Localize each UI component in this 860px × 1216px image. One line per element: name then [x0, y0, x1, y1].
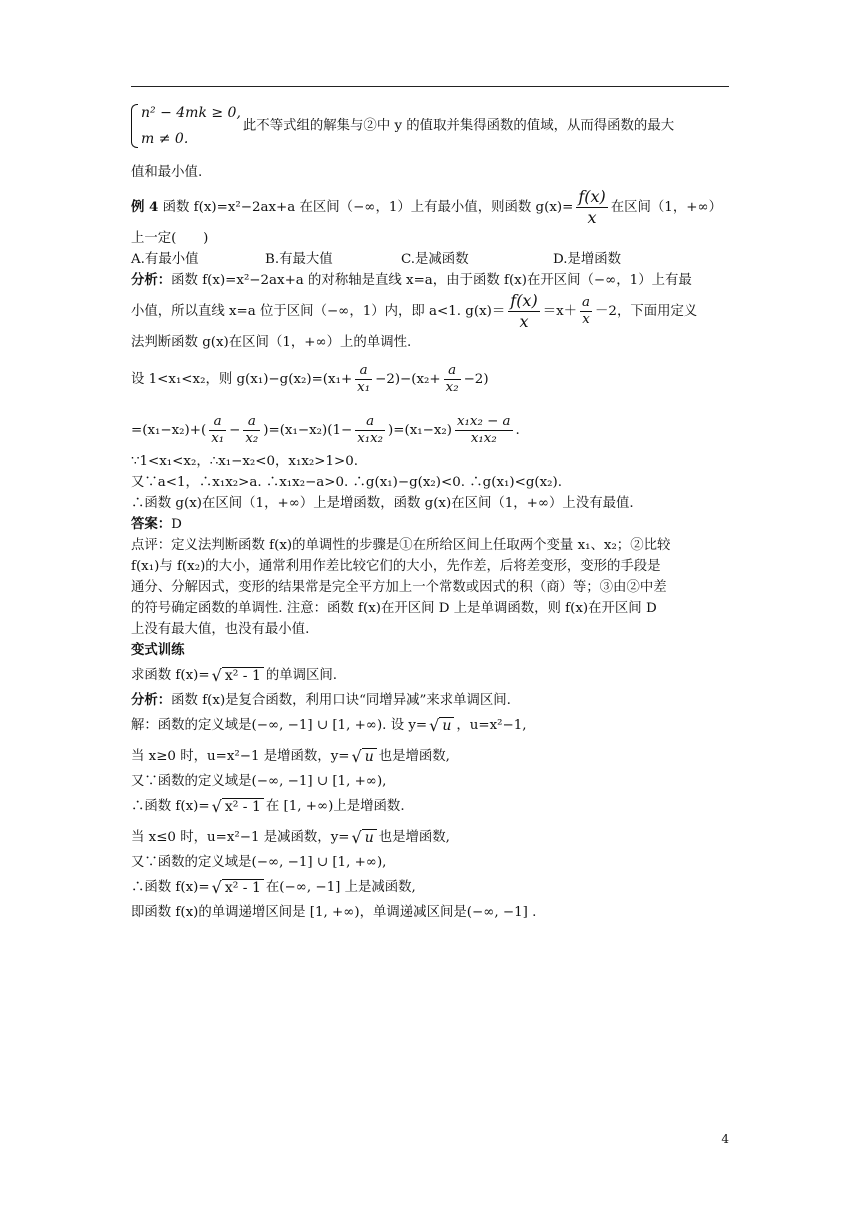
answer-line: [131, 514, 729, 535]
option-b: B.有最大值: [265, 252, 333, 267]
fraction-numerator: a: [444, 363, 461, 380]
radical-sign: √: [211, 665, 222, 685]
fraction-numerator: f(x): [578, 187, 606, 206]
radicand: x² - 1: [222, 667, 264, 685]
answer-value: D: [171, 517, 182, 532]
radicand: u: [439, 717, 454, 735]
analysis-line-1: [131, 270, 729, 291]
g-fraction: [508, 291, 539, 332]
eq-minus: −: [229, 423, 241, 438]
example4-line: [131, 187, 729, 228]
fraction-denominator: x₂: [245, 431, 259, 446]
case1-line: [131, 746, 729, 767]
set-fraction-2: [444, 363, 461, 396]
radicand: x² - 1: [222, 879, 264, 897]
comment-line-3: 通分、分解因式，变形的结果常是完全平方加上一个常数或因式的积（商）等；③由②中差: [131, 580, 667, 595]
option-c: C.是减函数: [401, 252, 469, 267]
case1-result: [131, 796, 729, 817]
eq-text-a: =(x₁−x₂)+(: [131, 423, 207, 438]
comment-line-2: f(x₁)与 f(x₂)的大小，通常利用作差比较它们的大小，先作差，后将差变形，变形的手段是: [131, 559, 661, 574]
variant-analysis: [131, 690, 729, 711]
radicand: u: [362, 748, 377, 766]
system-row-2: m ≠ 0.: [141, 131, 189, 147]
radical-sign: √: [351, 827, 362, 847]
final-line: 即函数 f(x)的单调递增区间是 [1, +∞)，单调递减区间是(−∞, −1] .: [131, 905, 537, 920]
set-text-c: −2): [463, 372, 489, 387]
variant-analysis-label: 分析：: [131, 692, 172, 708]
intro-text-1: 此不等式组的解集与②中 y 的值取并集得函数的值域，从而得函数的最大: [242, 118, 675, 134]
fraction-numerator: f(x): [510, 291, 538, 310]
eq-fraction-2: [243, 414, 260, 447]
case2-result-a: ∴函数 f(x)=: [131, 880, 210, 895]
example4-fraction: [576, 187, 607, 228]
fraction-denominator: x: [519, 312, 529, 331]
variant-question: [131, 665, 729, 686]
fraction-denominator: x: [587, 208, 597, 227]
case2-text-b: 也是增函数,: [378, 830, 450, 845]
radical-sign: √: [429, 715, 440, 735]
radical-sign: √: [211, 796, 222, 816]
case1-result-a: ∴函数 f(x)=: [131, 799, 210, 814]
radical-sign: √: [211, 877, 222, 897]
set-fraction-1: [355, 363, 372, 396]
fraction-denominator: x₁: [357, 380, 371, 395]
option-d: D.是增函数: [553, 252, 622, 267]
fraction-denominator: x: [582, 312, 590, 327]
radicand: x² - 1: [222, 798, 264, 816]
eq-fraction-1: [209, 414, 226, 447]
intro-line: [131, 100, 729, 152]
conclusion-line: ∴函数 g(x)在区间（1，+∞）上是增函数，函数 g(x)在区间（1，+∞）上没有最值.: [131, 496, 634, 511]
comment-line-4: 的符号确定函数的单调性. 注意：函数 f(x)在开区间 D 上是单调函数，则 f(x)在开区间 D: [131, 601, 657, 616]
comment-line-5: 上没有最大值，也没有最小值.: [131, 622, 310, 637]
analysis-text-2c: －2，下面用定义: [595, 304, 698, 319]
solution-text-b: ，u=x²−1,: [456, 718, 527, 733]
case1-result-b: 在 [1, +∞)上是增函数.: [265, 799, 405, 814]
header-rule: [131, 86, 729, 87]
fraction-numerator: x₁x₂ − a: [456, 414, 511, 429]
option-a: A.有最小值: [131, 252, 199, 267]
comment-line-1: 点评：定义法判断函数 f(x)的单调性的步骤是①在所给区间上任取两个变量 x₁、x₂；②比较: [131, 538, 671, 553]
because-line-1: ∵1<x₁<x₂，∴x₁−x₂<0，x₁x₂>1>0.: [131, 454, 358, 469]
sqrt-expression: [212, 879, 264, 897]
eq-text-b: )=(x₁−x₂)(1−: [263, 423, 353, 438]
answer-label: 答案：: [131, 516, 172, 532]
page-content: [131, 100, 729, 923]
set-text-a: 设 1<x₁<x₂，则 g(x₁)−g(x₂)=(x₁+: [131, 372, 353, 387]
eq-fraction-3: [355, 414, 385, 447]
variant-heading: 变式训练: [131, 642, 185, 658]
eq-fraction-4: [455, 414, 513, 447]
sqrt-u: [429, 717, 454, 735]
question-text-a: 求函数 f(x)=: [131, 668, 210, 683]
fraction-numerator: a: [243, 414, 260, 431]
analysis-line-2: [131, 291, 729, 332]
analysis-text-2a: 小值，所以直线 x=a 位于区间（−∞，1）内，即 a<1. g(x)＝: [131, 304, 506, 319]
case1-domain: 又∵函数的定义域是(−∞, −1] ∪ [1, +∞),: [131, 774, 387, 789]
variant-analysis-text: 函数 f(x)是复合函数，利用口诀“同增异减”来求单调区间.: [171, 693, 511, 708]
fraction-denominator: x₂: [445, 380, 459, 395]
case2-result: [131, 877, 729, 898]
case1-text-b: 也是增函数,: [378, 749, 450, 764]
example4-text-c: 上一定( ): [131, 231, 209, 246]
analysis-text-2b: ＝x＋: [542, 304, 578, 319]
fraction-numerator: a: [355, 363, 372, 380]
equation-line: [131, 414, 729, 447]
intro-text-2: 值和最小值.: [131, 165, 203, 180]
eq-text-c: )=(x₁−x₂): [388, 423, 452, 438]
left-brace: [131, 104, 138, 148]
question-text-b: 的单调区间.: [265, 668, 338, 683]
page-number: 4: [721, 1132, 729, 1146]
solution-line: [131, 715, 729, 736]
eq-text-d: .: [515, 423, 520, 438]
analysis-label: 分析：: [131, 272, 172, 288]
case2-result-b: 在(−∞, −1] 上是减函数,: [265, 880, 416, 895]
case2-line: [131, 827, 729, 848]
fraction-denominator: x₁x₂: [357, 431, 384, 446]
fraction-numerator: a: [209, 414, 226, 431]
analysis-line-3: 法判断函数 g(x)在区间（1，+∞）上的单调性.: [131, 335, 412, 350]
sqrt-expression: [212, 798, 264, 816]
solution-text-a: 解：函数的定义域是(−∞, −1] ∪ [1, +∞). 设 y=: [131, 718, 428, 733]
set-text-b: −2)−(x₂+: [375, 372, 441, 387]
case2-text-a: 当 x≤0 时，u=x²−1 是减函数，y=: [131, 830, 350, 845]
because-line-2: 又∵a<1，∴x₁x₂>a. ∴x₁x₂−a>0. ∴g(x₁)−g(x₂)<0. ∴g(x₁)<g(x₂).: [131, 475, 563, 490]
fraction-numerator: a: [355, 414, 385, 431]
fraction-numerator: a: [582, 295, 591, 310]
system-row-1: n² − 4mk ≥ 0,: [141, 105, 241, 121]
case1-text-a: 当 x≥0 时，u=x²−1 是增函数，y=: [131, 749, 350, 764]
fraction-denominator: x₁x₂: [470, 431, 497, 446]
example4-text-a: 函数 f(x)=x²−2ax+a 在区间（−∞，1）上有最小值，则函数 g(x)=: [162, 200, 574, 215]
example4-text-b: 在区间（1，+∞）: [610, 200, 722, 215]
set-line: [131, 363, 729, 396]
sqrt-u: [351, 829, 376, 847]
radicand: u: [362, 829, 377, 847]
analysis-text-1: 函数 f(x)=x²−2ax+a 的对称轴是直线 x=a，由于函数 f(x)在开区间（−∞，1）上有最: [171, 273, 692, 288]
example4-options: [131, 249, 729, 270]
a-over-x-fraction: [580, 295, 592, 328]
fraction-denominator: x₁: [211, 431, 225, 446]
sqrt-u: [351, 748, 376, 766]
case2-domain: 又∵函数的定义域是(−∞, −1] ∪ [1, +∞),: [131, 855, 387, 870]
sqrt-expression: [212, 667, 264, 685]
radical-sign: √: [351, 746, 362, 766]
inequality-system: [131, 100, 241, 152]
example4-label: 例 4: [131, 199, 159, 215]
